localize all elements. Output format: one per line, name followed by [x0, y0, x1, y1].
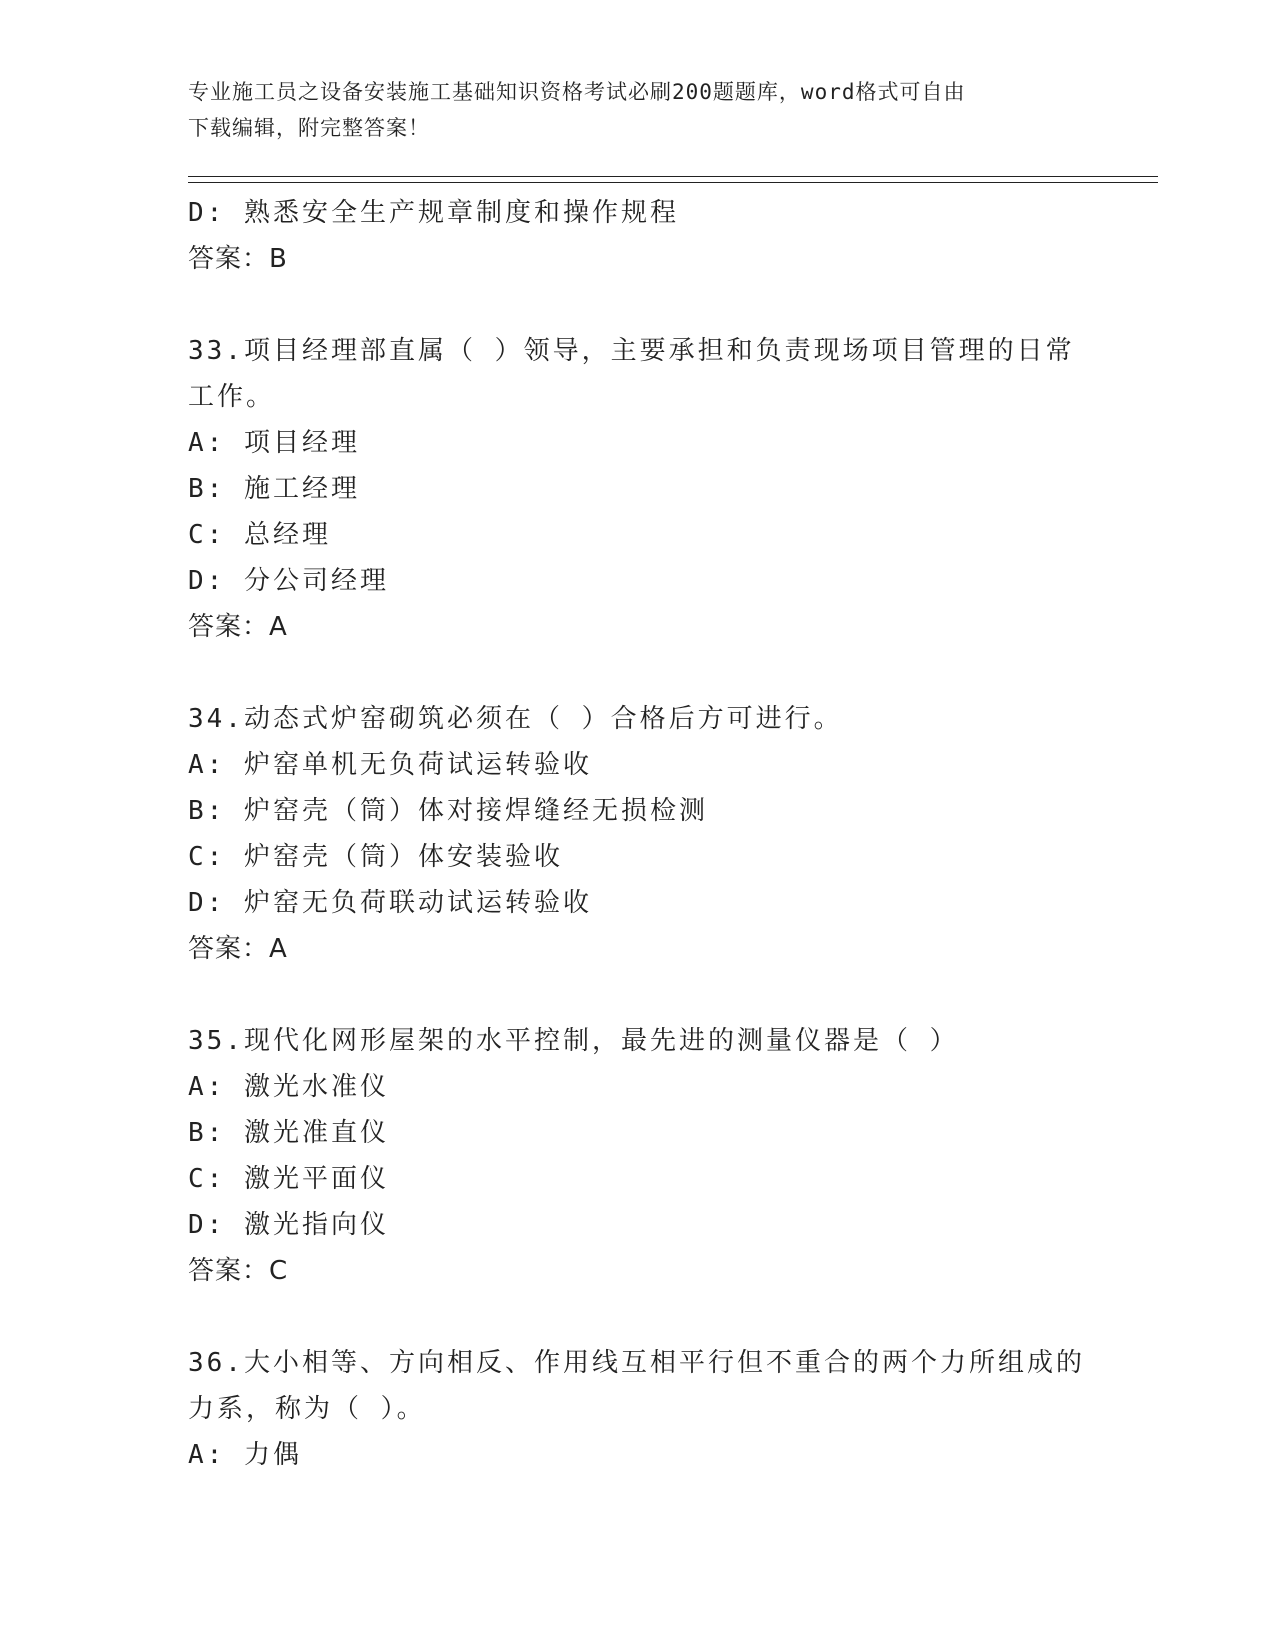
- question-stem: 36.大小相等、方向相反、作用线互相平行但不重合的两个力所组成的: [188, 1348, 1085, 1378]
- header-divider-top: [188, 176, 1158, 177]
- question-spacer: [188, 282, 1088, 328]
- answer-line: 答案：B: [188, 244, 288, 274]
- answer-line: 答案：C: [188, 1256, 289, 1286]
- question-stem-continued: 工作。: [188, 382, 276, 412]
- option-c: C: 总经理: [188, 520, 331, 550]
- header-divider-bottom: [188, 182, 1158, 183]
- answer-line: 答案：A: [188, 934, 288, 964]
- question-stem: 35.现代化网形屋架的水平控制，最先进的测量仪器是（ ）: [188, 1026, 959, 1056]
- option-d: D: 激光指向仪: [188, 1210, 389, 1240]
- header-title-line-2: 下载编辑，附完整答案！: [188, 116, 430, 140]
- option-b: B: 施工经理: [188, 474, 360, 504]
- question-list: [188, 190, 1088, 1478]
- question-34: [188, 696, 1088, 972]
- question-stem: 34.动态式炉窑砌筑必须在（ ）合格后方可进行。: [188, 704, 843, 734]
- option-d: D: 熟悉安全生产规章制度和操作规程: [188, 198, 679, 228]
- option-a: A: 炉窑单机无负荷试运转验收: [188, 750, 592, 780]
- option-d: D: 分公司经理: [188, 566, 389, 596]
- option-b: B: 激光准直仪: [188, 1118, 389, 1148]
- question-spacer: [188, 972, 1088, 1018]
- header-title-line-1: 专业施工员之设备安装施工基础知识资格考试必刷200题题库，word格式可自由: [188, 80, 966, 104]
- question-32: [188, 190, 1088, 282]
- question-33: [188, 328, 1088, 650]
- option-a: A: 项目经理: [188, 428, 360, 458]
- question-spacer: [188, 1294, 1088, 1340]
- option-a: A: 激光水准仪: [188, 1072, 389, 1102]
- document-header: [188, 74, 1088, 146]
- question-stem-continued: 力系，称为（ ）。: [188, 1394, 426, 1424]
- option-d: D: 炉窑无负荷联动试运转验收: [188, 888, 592, 918]
- option-a: A: 力偶: [188, 1440, 302, 1470]
- question-spacer: [188, 650, 1088, 696]
- question-35: [188, 1018, 1088, 1294]
- option-c: C: 激光平面仪: [188, 1164, 389, 1194]
- question-stem: 33.项目经理部直属（ ）领导，主要承担和负责现场项目管理的日常: [188, 336, 1075, 366]
- option-c: C: 炉窑壳（筒）体安装验收: [188, 842, 563, 872]
- question-36: [188, 1340, 1088, 1478]
- option-b: B: 炉窑壳（筒）体对接焊缝经无损检测: [188, 796, 708, 826]
- answer-line: 答案：A: [188, 612, 288, 642]
